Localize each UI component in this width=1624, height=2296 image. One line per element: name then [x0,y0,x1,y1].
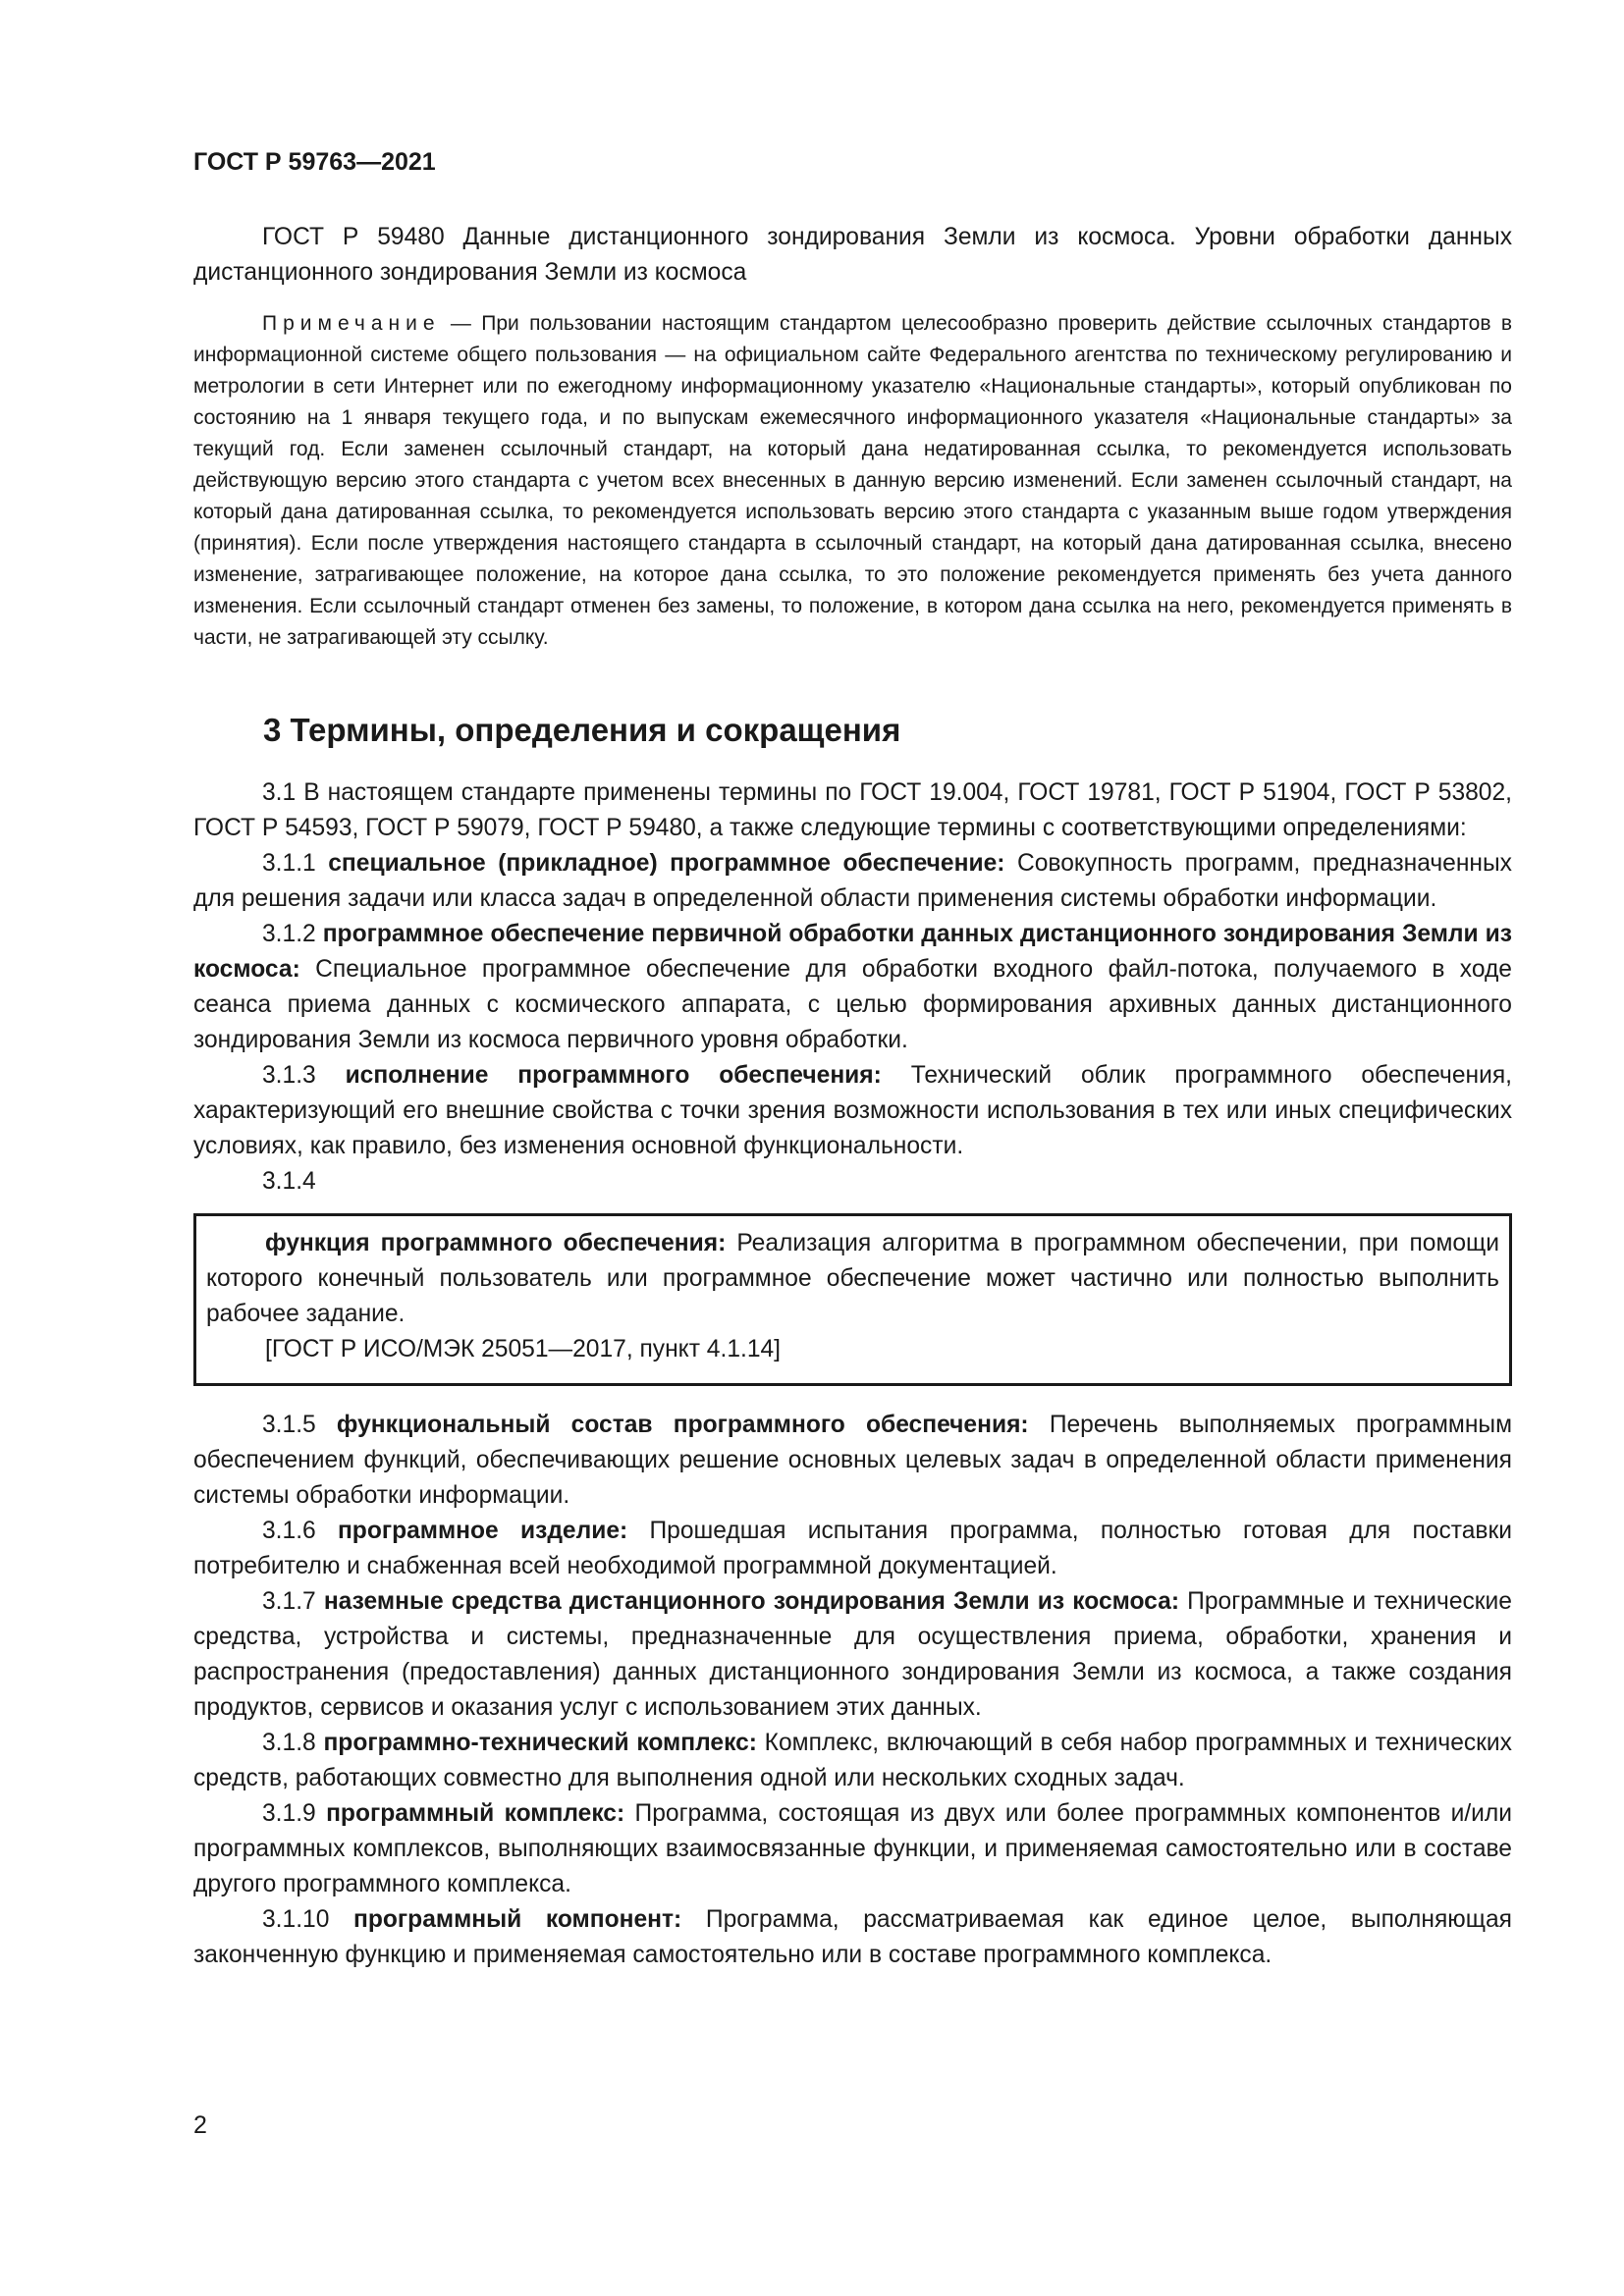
term-definition: Перечень выполняемых программным обеспечением функций, обеспечивающих решение основных целевых задач в определенной области применения системы обработки информации. [193,1412,1512,1509]
term-entry-3-1-1 [193,846,1512,917]
term-name: программно-технический комплекс: [323,1730,757,1756]
term-definition: Технический облик программного обеспечения, характеризующий его внешние свойства с точки зрения возможности использования в тех или иных специфических условиях, как правило, без изменения основной функциональности. [193,1062,1512,1159]
term-definition: Прошедшая испытания программа, полностью готовая для поставки потребителю и снабженная всей необходимой программной документацией. [193,1518,1512,1579]
term-name: специальное (прикладное) программное обеспечение: [328,850,1005,877]
term-entry-3-1-8 [193,1726,1512,1796]
boxed-term-source: [ГОСТ Р ИСО/МЭК 25051—2017, пункт 4.1.14] [265,1336,782,1362]
reference-standard-paragraph: ГОСТ Р 59480 Данные дистанционного зондирования Земли из космоса. Уровни обработки данных дистанционного зондирования Земли из космоса [193,224,1512,286]
term-entry-3-1-9 [193,1796,1512,1902]
term-number: 3.1.8 [262,1730,316,1756]
term-definition: Комплекс, включающий в себя набор программных и технических средств, работающих совместно для выполнения одной или нескольких сходных задач. [193,1730,1512,1791]
term-entry-3-1-2 [193,917,1512,1058]
note-label: Примечание [262,312,441,335]
term-definition: Программа, рассматриваемая как единое целое, выполняющая законченную функцию и применяемая самостоятельно или в составе программного комплекса. [193,1906,1512,1968]
term-entry-3-1-7 [193,1584,1512,1726]
term-number: 3.1.6 [262,1518,316,1544]
term-definition: Совокупность программ, предназначенных для решения задачи или класса задач в определенной области применения системы обработки информации. [193,850,1512,912]
term-name: наземные средства дистанционного зондирования Земли из космоса: [323,1588,1180,1615]
term-number: 3.1.10 [262,1906,330,1933]
note-paragraph [193,308,1512,654]
term-name: функциональный состав программного обеспечения: [336,1412,1029,1438]
term-definition: Программные и технические средства, устройства и системы, предназначенные для осуществления приема, обработки, хранения и распространения (предоставления) данных дистанционного зондирования Земли из космоса, а также создания продуктов, сервисов и оказания услуг с использованием этих данных. [193,1588,1512,1721]
term-entry-3-1-3 [193,1058,1512,1164]
term-definition: Программа, состоящая из двух или более программных компонентов и/или программных комплексов, выполняющих взаимосвязанные функции, и применяемая самостоятельно или в составе другого программного комплекса. [193,1800,1512,1897]
term-name: программное обеспечение первичной обработки данных дистанционного зондирования Земли из космоса: [193,921,1512,983]
term-number: 3.1.9 [262,1800,316,1827]
term-name: программный компонент: [353,1906,682,1933]
term-number: 3.1.3 [262,1062,316,1089]
note-text: — При пользовании настоящим стандартом целесообразно проверить действие ссылочных стандартов в информационной системе общего пользования — на официальном сайте Федерального агентства по техническому регулированию и метрологии в сети Интернет или по ежегодному информационному указателю «Национальные стандарты», который опубликован по состоянию на 1 января текущего года, и по выпускам ежемесячного информационного указателя «Национальные стандарты» за текущий год. Если заменен ссылочный стандарт, на который дана недатированная ссылка, то рекомендуется использовать действующую версию этого стандарта с учетом всех внесенных в данную версию изменений. Если заменен ссылочный стандарт, на который дана датированная ссылка, то рекомендуется использовать версию этого стандарта с указанным выше годом утверждения (принятия). Если после утверждения настоящего стандарта в ссылочный стандарт, на который дана датированная ссылка, внесено изменение, затрагивающее положение, на которое дана ссылка, то это положение рекомендуется применять без учета данного изменения. Если ссылочный стандарт отменен без замены, то положение, в котором дана ссылка на него, рекомендуется применять в части, не затрагивающей эту ссылку. [193,312,1512,649]
term-definition: Реализация алгоритма в программном обеспечении, при помощи которого конечный пользователь или программное обеспечение может частично или полностью выполнить рабочее задание. [206,1230,1499,1327]
term-name: исполнение программного обеспечения: [345,1062,882,1089]
page-number: 2 [193,2111,207,2139]
section-intro: 3.1 В настоящем стандарте применены термины по ГОСТ 19.004, ГОСТ 19781, ГОСТ Р 51904, ГОСТ Р 53802, ГОСТ Р 54593, ГОСТ Р 59079, ГОСТ Р 59480, а также следующие термины с соответствующими определениями: [193,779,1512,841]
term-name: программный комплекс: [326,1800,625,1827]
boxed-term-number: 3.1.4 [262,1168,316,1195]
document-header: ГОСТ Р 59763—2021 [193,148,436,176]
boxed-term-frame [193,1213,1512,1386]
term-number: 3.1.5 [262,1412,316,1438]
term-name: программное изделие: [337,1518,628,1544]
boxed-term-entry [206,1226,1499,1332]
term-name: функция программного обеспечения: [265,1230,727,1256]
term-entry-3-1-5 [193,1408,1512,1514]
term-number: 3.1.2 [262,921,316,947]
document-page [193,147,1512,1973]
term-entry-3-1-10 [193,1902,1512,1973]
term-number: 3.1.1 [262,850,316,877]
term-entry-3-1-6 [193,1514,1512,1584]
section-heading: 3 Термины, определения и сокращения [263,712,901,748]
term-definition: Специальное программное обеспечение для обработки входного файл-потока, получаемого в ходе сеанса приема данных с космического аппарата, с целью формирования архивных данных дистанционного зондирования Земли из космоса первичного уровня обработки. [193,956,1512,1053]
term-number: 3.1.7 [262,1588,316,1615]
